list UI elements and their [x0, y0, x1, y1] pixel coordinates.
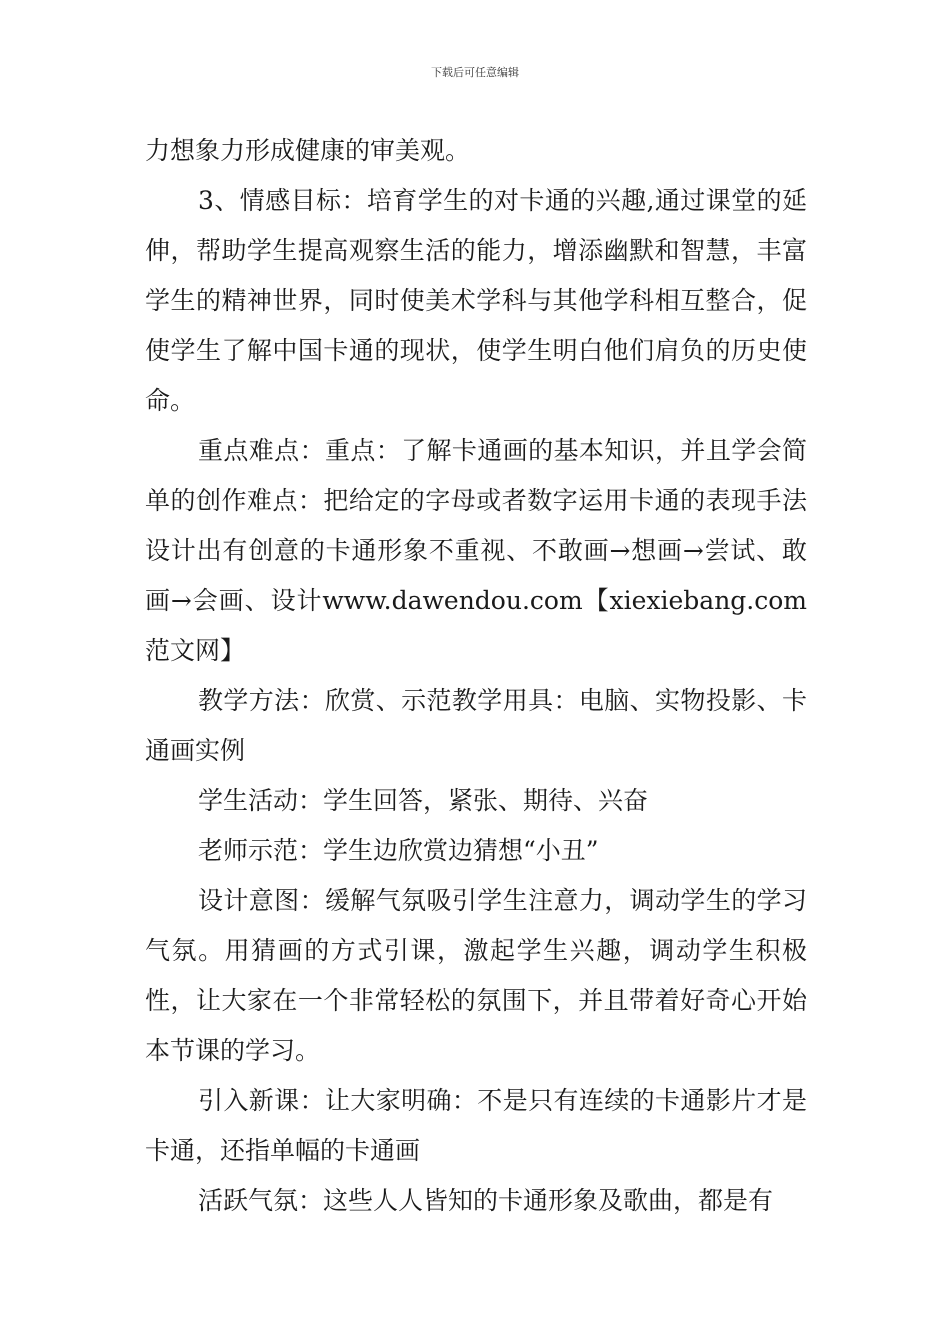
document-body [145, 126, 807, 1226]
paragraph-atmosphere: 活跃气氛：这些人人皆知的卡通形象及歌曲，都是有 [198, 1186, 774, 1215]
paragraph-teaching-method: 教学方法：欣赏、示范教学用具：电脑、实物投影、卡通画实例 [145, 686, 807, 765]
paragraph-new-lesson: 引入新课：让大家明确：不是只有连续的卡通影片才是卡通，还指单幅的卡通画 [145, 1086, 807, 1165]
paragraph-emotion-goal: 3、情感目标：培育学生的对卡通的兴趣,通过课堂的延伸，帮助学生提高观察生活的能力，增添幽默和智慧，丰富学生的精神世界，同时使美术学科与其他学科相互整合，促使学生了解中国卡通的现状，使学生明白他们肩负的历史使命。 [145, 186, 807, 415]
paragraph-teacher-demo: 老师示范：学生边欣赏边猜想“小丑” [198, 836, 599, 865]
paragraph-key-points: 重点难点：重点：了解卡通画的基本知识，并且学会简单的创作难点：把给定的字母或者数字运用卡通的表现手法设计出有创意的卡通形象不重视、不敢画→想画→尝试、敢画→会画、设计www.dawendou.com【xiexiebang.com范文网】 [145, 436, 807, 665]
paragraph-student-activity: 学生活动：学生回答，紧张、期待、兴奋 [198, 786, 649, 815]
paragraph-1: 力想象力形成健康的审美观。 [145, 136, 471, 165]
paragraph-design-intent: 设计意图：缓解气氛吸引学生注意力，调动学生的学习气氛。用猜画的方式引课，激起学生兴趣，调动学生积极性，让大家在一个非常轻松的氛围下，并且带着好奇心开始本节课的学习。 [145, 886, 807, 1065]
page-header: 下载后可任意编辑 [431, 66, 519, 79]
